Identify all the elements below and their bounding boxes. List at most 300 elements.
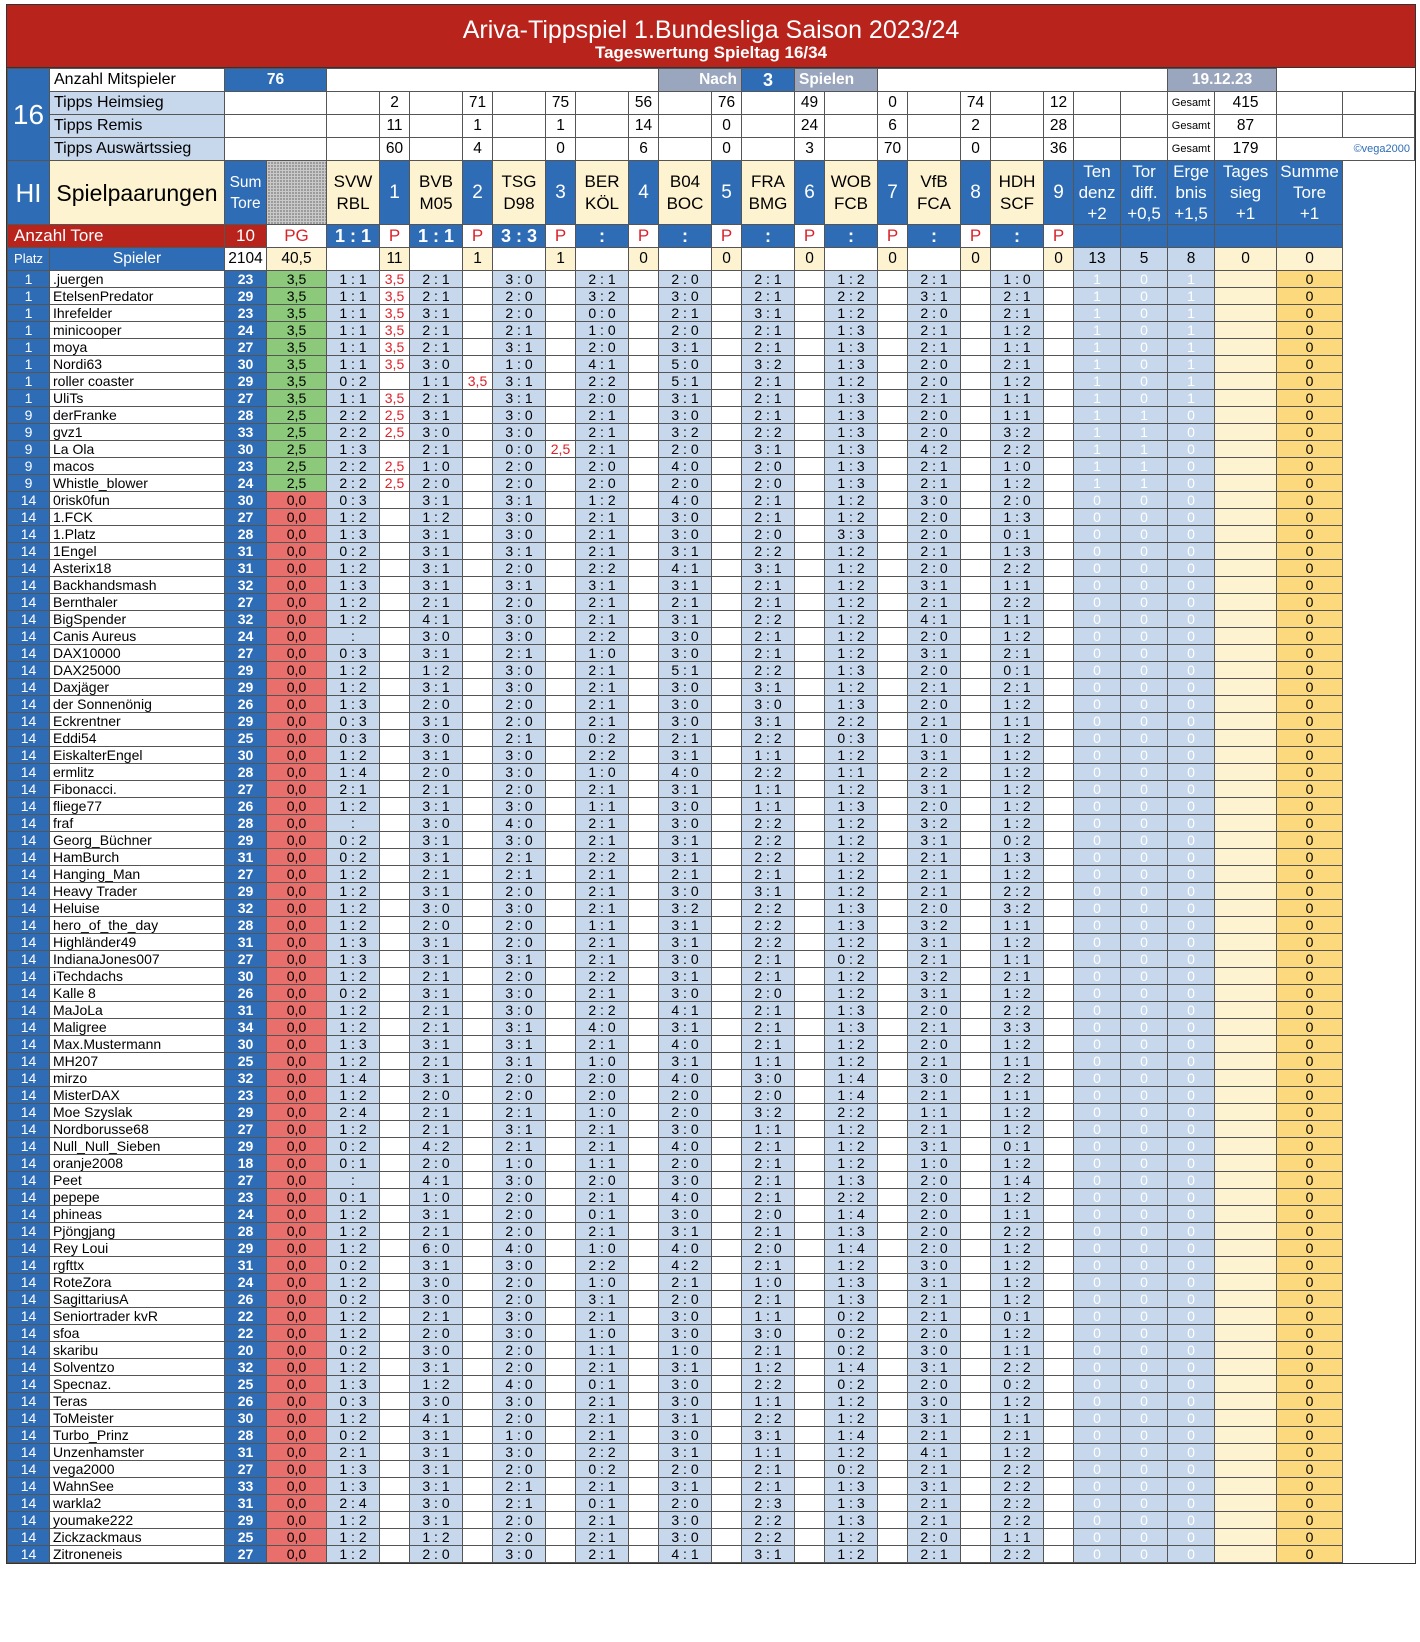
- player-tip: 2 : 0: [908, 1529, 961, 1546]
- player-tip: 2 : 2: [576, 968, 629, 985]
- player-ergebnis: 0: [1168, 917, 1215, 934]
- player-name: Hanging_Man: [50, 866, 225, 883]
- table-row: [8, 662, 1415, 679]
- player-tip: 1 : 3: [825, 475, 878, 492]
- player-tip: 3 : 0: [659, 288, 712, 305]
- player-tip: 3 : 0: [493, 1308, 546, 1325]
- player-tip: 2 : 1: [576, 1546, 629, 1563]
- player-tip: 1 : 0: [493, 1155, 546, 1172]
- player-summe: 0: [1277, 611, 1343, 628]
- player-points: [961, 1206, 991, 1223]
- player-points: [546, 1512, 576, 1529]
- match-points-total: 0: [795, 248, 825, 271]
- empty-cell: [576, 115, 629, 138]
- player-points: [1044, 1512, 1074, 1529]
- tipps-label: Tipps Auswärtssieg: [50, 138, 225, 161]
- player-rank: 14: [8, 747, 50, 764]
- table-row: [8, 1223, 1415, 1240]
- player-points: [380, 1529, 410, 1546]
- player-sum-tore: 26: [225, 1291, 267, 1308]
- player-points: [961, 1478, 991, 1495]
- player-sum-tore: 23: [225, 1189, 267, 1206]
- player-tip: 2 : 0: [576, 339, 629, 356]
- player-tip: 2 : 1: [991, 1427, 1044, 1444]
- empty-cell: [493, 248, 546, 271]
- player-tip: 2 : 0: [410, 1087, 463, 1104]
- player-sum-tore: 27: [225, 1121, 267, 1138]
- player-points: [712, 543, 742, 560]
- player-points: [629, 1138, 659, 1155]
- player-points: 3,5: [380, 322, 410, 339]
- table-row: [8, 832, 1415, 849]
- player-points: [463, 594, 493, 611]
- player-tendenz: 0: [1074, 1087, 1121, 1104]
- player-ergebnis: 0: [1168, 1325, 1215, 1342]
- player-tordiff: 0: [1121, 730, 1168, 747]
- player-tip: 1 : 3: [825, 1495, 878, 1512]
- player-tagessieg: [1215, 322, 1277, 339]
- player-tordiff: 0: [1121, 1461, 1168, 1478]
- player-points: [712, 815, 742, 832]
- player-pg: 0,0: [267, 509, 327, 526]
- player-tip: 3 : 1: [908, 1410, 961, 1427]
- table-row: [8, 1257, 1415, 1274]
- player-ergebnis: 0: [1168, 832, 1215, 849]
- player-tip: 2 : 1: [742, 322, 795, 339]
- player-points: [629, 934, 659, 951]
- player-tip: 1 : 3: [825, 1002, 878, 1019]
- player-summe: 0: [1277, 1461, 1343, 1478]
- player-tip: 2 : 2: [991, 1359, 1044, 1376]
- player-tip: 2 : 0: [493, 1206, 546, 1223]
- player-points: [629, 543, 659, 560]
- player-tip: 1 : 2: [991, 1274, 1044, 1291]
- player-points: [878, 798, 908, 815]
- player-tip: 1 : 0: [908, 730, 961, 747]
- player-tip: 2 : 1: [576, 611, 629, 628]
- player-tip: 2 : 1: [742, 1002, 795, 1019]
- match-teams: VfB FCA: [908, 161, 961, 225]
- tipps-count: 76: [712, 92, 742, 115]
- table-row: [8, 934, 1415, 951]
- player-tip: 0 : 1: [991, 1308, 1044, 1325]
- player-points: [546, 1461, 576, 1478]
- player-rank: 14: [8, 968, 50, 985]
- player-points: [795, 900, 825, 917]
- player-tip: 3 : 1: [493, 1121, 546, 1138]
- player-tip: 2 : 1: [659, 866, 712, 883]
- player-points: [961, 1427, 991, 1444]
- player-points: [380, 866, 410, 883]
- player-tip: 2 : 1: [908, 1121, 961, 1138]
- player-summe: 0: [1277, 747, 1343, 764]
- tipps-count: 60: [380, 138, 410, 161]
- player-points: [1044, 849, 1074, 866]
- player-points: [546, 543, 576, 560]
- player-points: [795, 407, 825, 424]
- player-tip: 1 : 1: [576, 798, 629, 815]
- player-points: [712, 1393, 742, 1410]
- empty-cell: [327, 92, 380, 115]
- player-points: [463, 645, 493, 662]
- player-tip: 2 : 0: [493, 594, 546, 611]
- player-tip: 3 : 0: [493, 611, 546, 628]
- player-points: [546, 1325, 576, 1342]
- player-points: [795, 1155, 825, 1172]
- player-name: Highländer49: [50, 934, 225, 951]
- player-points: [878, 883, 908, 900]
- player-summe: 0: [1277, 1444, 1343, 1461]
- player-points: [1044, 1478, 1074, 1495]
- empty-cell: [991, 138, 1044, 161]
- player-tip: 3 : 1: [908, 1138, 961, 1155]
- player-points: [546, 1444, 576, 1461]
- player-points: [961, 934, 991, 951]
- player-points: [380, 1087, 410, 1104]
- player-tip: 3 : 0: [493, 662, 546, 679]
- player-sum-tore: 24: [225, 475, 267, 492]
- player-tendenz: 0: [1074, 1240, 1121, 1257]
- player-points: [463, 798, 493, 815]
- player-tip: 1 : 1: [991, 1342, 1044, 1359]
- player-tip: 0 : 1: [576, 1495, 629, 1512]
- player-points: [712, 1104, 742, 1121]
- player-ergebnis: 0: [1168, 679, 1215, 696]
- player-tip: 2 : 1: [576, 815, 629, 832]
- player-tip: 2 : 1: [742, 509, 795, 526]
- player-tip: 2 : 2: [991, 441, 1044, 458]
- player-points: [1044, 1427, 1074, 1444]
- player-tip: 2 : 0: [742, 985, 795, 1002]
- player-ergebnis: 0: [1168, 1104, 1215, 1121]
- score-header: Summe Tore +1: [1277, 161, 1343, 225]
- player-ergebnis: 0: [1168, 1155, 1215, 1172]
- player-name: Backhandsmash: [50, 577, 225, 594]
- player-tip: 3 : 0: [493, 985, 546, 1002]
- player-tordiff: 0: [1121, 543, 1168, 560]
- table-row: [8, 1036, 1415, 1053]
- player-tendenz: 1: [1074, 407, 1121, 424]
- player-ergebnis: 0: [1168, 747, 1215, 764]
- player-tip: 2 : 1: [576, 713, 629, 730]
- player-tordiff: 0: [1121, 390, 1168, 407]
- player-sum-tore: 27: [225, 866, 267, 883]
- player-points: [878, 730, 908, 747]
- player-tendenz: 0: [1074, 645, 1121, 662]
- player-points: [380, 1546, 410, 1563]
- match-teams: B04 BOC: [659, 161, 712, 225]
- player-tip: 1 : 2: [327, 679, 380, 696]
- player-tagessieg: [1215, 1376, 1277, 1393]
- player-tip: 3 : 0: [659, 407, 712, 424]
- player-points: [712, 1410, 742, 1427]
- player-tagessieg: [1215, 288, 1277, 305]
- player-points: 3,5: [380, 288, 410, 305]
- player-tip: 2 : 0: [410, 764, 463, 781]
- player-points: [712, 985, 742, 1002]
- player-tip: 1 : 2: [327, 900, 380, 917]
- player-rank: 14: [8, 1376, 50, 1393]
- player-summe: 0: [1277, 1495, 1343, 1512]
- player-points: [795, 1291, 825, 1308]
- player-name: Bernthaler: [50, 594, 225, 611]
- page-title: Ariva-Tippspiel 1.Bundesliga Saison 2023/24: [462, 16, 960, 44]
- player-points: [380, 628, 410, 645]
- player-tip: 6 : 0: [410, 1240, 463, 1257]
- player-points: [878, 781, 908, 798]
- player-points: [795, 1053, 825, 1070]
- player-tendenz: 0: [1074, 526, 1121, 543]
- player-points: [795, 356, 825, 373]
- player-ergebnis: 0: [1168, 1393, 1215, 1410]
- table-row: [8, 594, 1415, 611]
- player-tip: 2 : 2: [576, 560, 629, 577]
- player-points: [1044, 475, 1074, 492]
- player-sum-tore: 29: [225, 883, 267, 900]
- player-points: [546, 1002, 576, 1019]
- player-tordiff: 0: [1121, 1138, 1168, 1155]
- pg-label: PG: [267, 225, 327, 248]
- player-tendenz: 0: [1074, 1308, 1121, 1325]
- player-tendenz: 0: [1074, 1478, 1121, 1495]
- player-tip: 3 : 0: [908, 1393, 961, 1410]
- empty-cell: [410, 138, 463, 161]
- player-points: [712, 458, 742, 475]
- player-points: [380, 764, 410, 781]
- player-points: [546, 883, 576, 900]
- player-tip: 2 : 1: [576, 441, 629, 458]
- player-points: [380, 1342, 410, 1359]
- player-tip: 2 : 2: [825, 288, 878, 305]
- player-ergebnis: 0: [1168, 543, 1215, 560]
- player-points: [1044, 305, 1074, 322]
- player-points: [795, 611, 825, 628]
- player-points: [712, 492, 742, 509]
- player-name: iTechdachs: [50, 968, 225, 985]
- player-points: [712, 1308, 742, 1325]
- player-points: [463, 424, 493, 441]
- player-tip: 4 : 1: [410, 1172, 463, 1189]
- player-sum-tore: 26: [225, 696, 267, 713]
- player-tip: 3 : 0: [493, 1444, 546, 1461]
- player-tordiff: 0: [1121, 713, 1168, 730]
- player-points: [961, 1240, 991, 1257]
- player-points: [463, 968, 493, 985]
- player-summe: 0: [1277, 373, 1343, 390]
- player-points: [795, 1359, 825, 1376]
- player-tip: 3 : 2: [659, 900, 712, 917]
- player-tordiff: 0: [1121, 1070, 1168, 1087]
- player-points: [795, 271, 825, 288]
- player-points: [1044, 917, 1074, 934]
- player-points: [546, 526, 576, 543]
- player-pg: 0,0: [267, 1325, 327, 1342]
- player-points: [463, 1444, 493, 1461]
- player-tip: 2 : 1: [410, 866, 463, 883]
- player-sum-tore: 28: [225, 1427, 267, 1444]
- player-tendenz: 0: [1074, 594, 1121, 611]
- player-tip: 1 : 1: [991, 1053, 1044, 1070]
- player-sum-tore: 27: [225, 1546, 267, 1563]
- player-tip: 1 : 1: [410, 373, 463, 390]
- player-tip: 1 : 3: [327, 1478, 380, 1495]
- player-tagessieg: [1215, 832, 1277, 849]
- table-row: [8, 1172, 1415, 1189]
- player-points: [463, 1087, 493, 1104]
- player-rank: 14: [8, 1529, 50, 1546]
- total-tagessieg: 0: [1215, 248, 1277, 271]
- player-tagessieg: [1215, 407, 1277, 424]
- player-tip: 3 : 1: [410, 645, 463, 662]
- player-points: [961, 271, 991, 288]
- player-tip: 1 : 2: [742, 1359, 795, 1376]
- player-tip: 1 : 1: [991, 577, 1044, 594]
- player-points: [546, 730, 576, 747]
- player-tip: 1 : 2: [825, 611, 878, 628]
- player-tip: 2 : 1: [742, 1189, 795, 1206]
- player-tendenz: 0: [1074, 1002, 1121, 1019]
- player-summe: 0: [1277, 1410, 1343, 1427]
- player-points: [629, 628, 659, 645]
- player-rank: 14: [8, 883, 50, 900]
- player-tip: 1 : 2: [327, 1223, 380, 1240]
- spielen-label: Spielen: [795, 69, 878, 92]
- player-points: [795, 526, 825, 543]
- player-points: [1044, 781, 1074, 798]
- player-tip: 1 : 2: [327, 1274, 380, 1291]
- player-tip: 1 : 2: [825, 1410, 878, 1427]
- player-points: [1044, 934, 1074, 951]
- player-points: [546, 815, 576, 832]
- player-points: [961, 900, 991, 917]
- player-tendenz: 0: [1074, 832, 1121, 849]
- empty-cell: [1343, 92, 1415, 115]
- player-tip: 1 : 2: [825, 492, 878, 509]
- player-tip: 3 : 0: [493, 628, 546, 645]
- empty-cell: [1121, 138, 1168, 161]
- player-tip: 1 : 2: [991, 1036, 1044, 1053]
- match-points-total: 0: [878, 248, 908, 271]
- player-tip: 2 : 1: [576, 1512, 629, 1529]
- player-rank: 14: [8, 1257, 50, 1274]
- player-points: [380, 1104, 410, 1121]
- player-points: [878, 1308, 908, 1325]
- player-points: [629, 645, 659, 662]
- player-sum-tore: 23: [225, 305, 267, 322]
- player-points: [712, 747, 742, 764]
- player-tip: 2 : 0: [908, 526, 961, 543]
- player-tip: 3 : 1: [659, 968, 712, 985]
- player-name: fliege77: [50, 798, 225, 815]
- player-tip: 0 : 3: [825, 730, 878, 747]
- player-tordiff: 0: [1121, 1104, 1168, 1121]
- player-rank: 1: [8, 322, 50, 339]
- player-pg: 0,0: [267, 951, 327, 968]
- player-tagessieg: [1215, 1138, 1277, 1155]
- player-points: [1044, 543, 1074, 560]
- player-ergebnis: 1: [1168, 305, 1215, 322]
- player-sum-tore: 30: [225, 1410, 267, 1427]
- player-points: [712, 1546, 742, 1563]
- player-points: [546, 1223, 576, 1240]
- player-points: [961, 322, 991, 339]
- player-points: [961, 407, 991, 424]
- player-points: [1044, 1342, 1074, 1359]
- player-summe: 0: [1277, 628, 1343, 645]
- empty-cell: [908, 92, 961, 115]
- player-points: [629, 305, 659, 322]
- player-points: [712, 611, 742, 628]
- player-tip: 2 : 0: [493, 883, 546, 900]
- player-pg: 0,0: [267, 1155, 327, 1172]
- player-tordiff: 1: [1121, 458, 1168, 475]
- player-points: [380, 1427, 410, 1444]
- player-tip: 2 : 1: [576, 1427, 629, 1444]
- player-rank: 14: [8, 730, 50, 747]
- player-points: [463, 1342, 493, 1359]
- player-tip: 3 : 0: [659, 1376, 712, 1393]
- player-tagessieg: [1215, 1308, 1277, 1325]
- player-tip: 2 : 2: [742, 424, 795, 441]
- player-tordiff: 1: [1121, 424, 1168, 441]
- player-pg: 0,0: [267, 1529, 327, 1546]
- player-points: [795, 1036, 825, 1053]
- player-sum-tore: 27: [225, 509, 267, 526]
- player-points: [1044, 679, 1074, 696]
- empty-cell: [659, 92, 712, 115]
- player-points: [1044, 271, 1074, 288]
- player-points: [380, 900, 410, 917]
- player-points: [1044, 866, 1074, 883]
- match-points-total: 0: [961, 248, 991, 271]
- player-sum-tore: 32: [225, 611, 267, 628]
- player-points: [712, 696, 742, 713]
- player-tip: 3 : 2: [991, 900, 1044, 917]
- gesamt-label: Gesamt: [1168, 92, 1215, 115]
- player-tip: 2 : 1: [410, 1121, 463, 1138]
- player-points: [878, 1393, 908, 1410]
- player-points: [712, 1189, 742, 1206]
- player-points: [380, 883, 410, 900]
- player-tip: 3 : 1: [410, 543, 463, 560]
- player-sum-tore: 30: [225, 441, 267, 458]
- player-tip: 3 : 1: [742, 679, 795, 696]
- player-ergebnis: 0: [1168, 424, 1215, 441]
- player-tip: 2 : 1: [576, 543, 629, 560]
- player-points: [712, 1019, 742, 1036]
- player-points: [1044, 815, 1074, 832]
- player-points: [1044, 645, 1074, 662]
- player-tendenz: 1: [1074, 390, 1121, 407]
- player-tip: 4 : 0: [659, 1036, 712, 1053]
- player-tip: 1 : 3: [327, 441, 380, 458]
- player-points: [380, 1393, 410, 1410]
- player-tip: 1 : 2: [327, 1359, 380, 1376]
- player-points: [546, 611, 576, 628]
- player-points: [712, 1376, 742, 1393]
- player-points: [795, 985, 825, 1002]
- player-name: 1Engel: [50, 543, 225, 560]
- player-tip: 2 : 0: [659, 1087, 712, 1104]
- player-pg: 0,0: [267, 662, 327, 679]
- player-rank: 14: [8, 866, 50, 883]
- player-tip: 4 : 1: [410, 1410, 463, 1427]
- player-tip: 4 : 0: [659, 1070, 712, 1087]
- empty-cell: [742, 92, 795, 115]
- player-sum-tore: 32: [225, 1359, 267, 1376]
- player-points: [463, 441, 493, 458]
- player-tip: 3 : 0: [742, 696, 795, 713]
